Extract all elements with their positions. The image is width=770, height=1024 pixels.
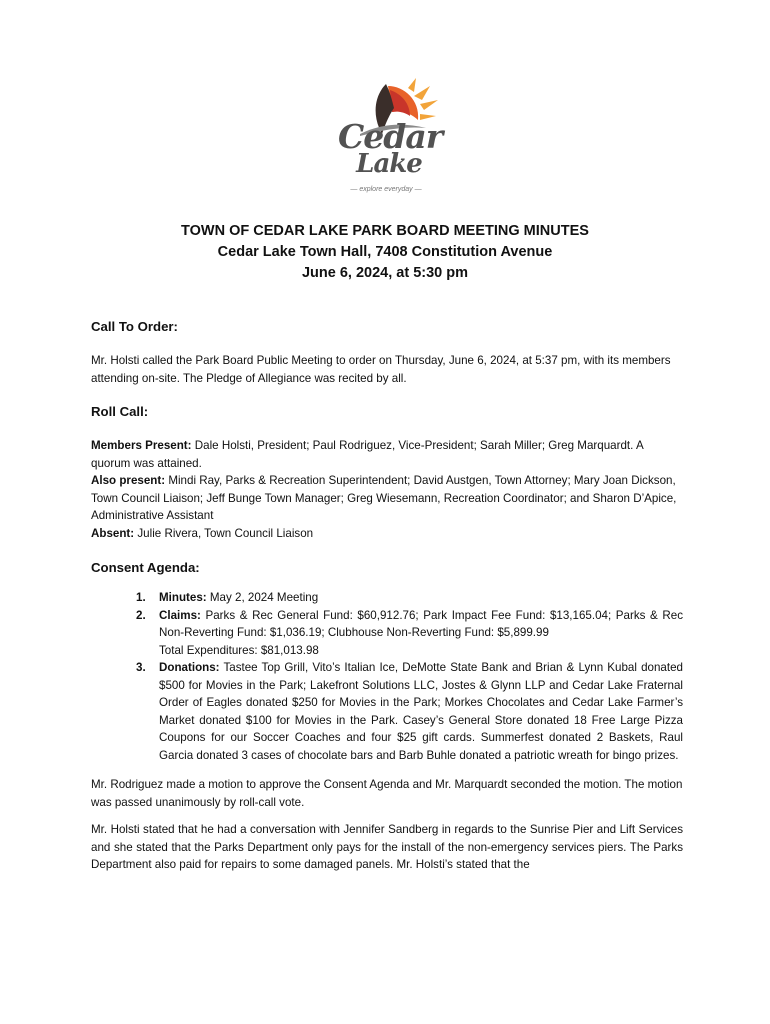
list-item — [136, 589, 683, 607]
motion-text: Mr. Rodriguez made a motion to approve the Consent Agenda and Mr. Marquardt seconded the motion. The motion was passed unanimously by roll-call vote. — [91, 778, 683, 809]
also-present-label: Also present: — [91, 474, 166, 487]
item-label: Donations: — [159, 661, 220, 674]
minutes-body — [91, 318, 683, 874]
item-number: 3. — [136, 661, 146, 674]
cedar-lake-logo — [330, 78, 442, 202]
members-present-text: Dale Holsti, President; Paul Rodriguez, Vice-President; Sarah Miller; Greg Marquardt. A quorum was attained. — [91, 439, 644, 470]
item-number: 1. — [136, 591, 146, 604]
title-line-3: June 6, 2024, at 5:30 pm — [301, 265, 469, 281]
also-present — [91, 472, 683, 525]
logo-word-cedar: Cedar — [338, 117, 443, 156]
sunrise-pier-text: Mr. Holsti stated that he had a conversation with Jennifer Sandberg in regards to the Sunrise Pier and Lift Services and she stated that the Parks Department only pays for the install of the non-emergency services piers. The Parks Department also paid for repairs to some damaged panels. Mr. Holsti’s stated that the — [91, 823, 683, 871]
members-present-label: Members Present: — [91, 439, 192, 452]
item-number: 2. — [136, 608, 146, 622]
list-item — [136, 659, 683, 764]
list-item — [136, 607, 683, 660]
item-text: Tastee Top Grill, Vito’s Italian Ice, DeMotte State Bank and Brian & Lynn Kubal donated $500 for Movies in the Park; Lakefront Solutions LLC, Jostes & Glynn LLP and Cedar Lake Fraternal Order of Eagles donated $250 for Movies in the Park; Morkes Chocolates and Cedar Lake Farmer’s Market donated $100 for Movies in the Park. Casey’s General Store donated 18 Free Large Pizza Coupons for our Soccer Coaches and four $25 gift cards. Summerfest donated 2 Baskets, Raul Garcia donated 3 cases of chocolate bars and Barb Buhle donated a patriotic wreath for bingo prizes. — [159, 661, 683, 762]
total-expenditures: Total Expenditures: $81,013.98 — [159, 643, 319, 657]
item-label: Claims: — [159, 608, 201, 622]
logo-tagline: — explore everyday — — [350, 186, 422, 193]
consent-agenda-heading: Consent Agenda: — [91, 560, 200, 575]
item-text: Parks & Rec General Fund: $60,912.76; Park Impact Fee Fund: $13,165.04; Parks & Rec Non-Reverting Fund: $1,036.19; Clubhouse Non-Reverting Fund: $5,899.99 — [159, 608, 683, 639]
absent-text: Julie Rivera, Town Council Liaison — [134, 526, 314, 540]
title-line-1: TOWN OF CEDAR LAKE PARK BOARD MEETING MINUTES — [181, 223, 589, 239]
item-label: Minutes: — [159, 591, 207, 604]
document-title — [0, 221, 770, 284]
item-text: May 2, 2024 Meeting — [206, 591, 319, 604]
consent-agenda-list — [91, 589, 683, 764]
members-present — [91, 437, 683, 472]
absent-label: Absent: — [91, 526, 135, 540]
roll-call-heading: Roll Call: — [91, 404, 149, 419]
absent — [91, 525, 683, 543]
call-to-order-heading: Call To Order: — [91, 319, 178, 334]
call-to-order-text: Mr. Holsti called the Park Board Public Meeting to order on Thursday, June 6, 2024, at 5:37 pm, with its members attending on-site. The Pledge of Allegiance was recited by all. — [91, 354, 671, 385]
title-line-2: Cedar Lake Town Hall, 7408 Constitution Avenue — [217, 244, 553, 260]
also-present-text: Mindi Ray, Parks & Recreation Superintendent; David Austgen, Town Attorney; Mary Joan Dickson, Town Council Liaison; Jeff Bunge Town Manager; Greg Wiesemann, Recreation Coordinator; and Sharon D’Apice, Administrative Assistant — [91, 474, 677, 522]
logo-word-lake: Lake — [356, 149, 422, 179]
